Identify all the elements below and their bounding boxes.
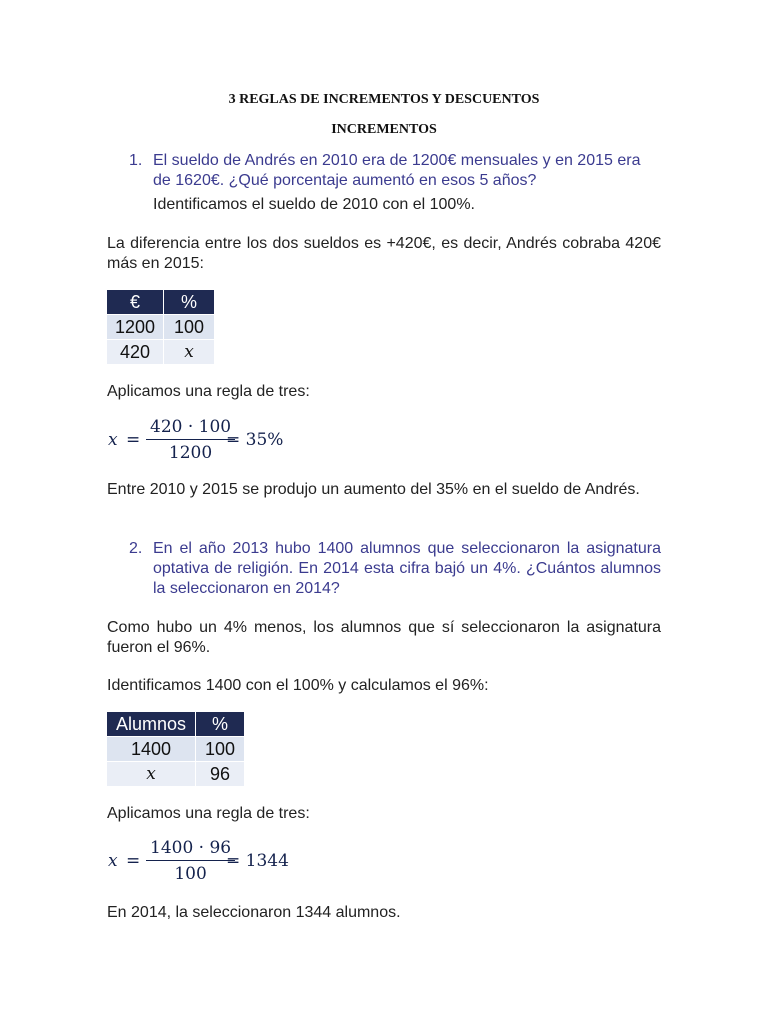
formula-result: = 1344 — [226, 851, 289, 871]
table-cell: 1400 — [107, 737, 196, 762]
problem-1-ratio-table — [106, 289, 215, 365]
problem-2-formula — [108, 836, 308, 888]
problem-1-note: Identificamos el sueldo de 2010 con el 100%. — [153, 196, 475, 213]
table-row — [107, 737, 245, 762]
formula-numerator: 420 · 100 — [150, 417, 232, 437]
table-header-cell: Alumnos — [107, 712, 196, 737]
problem-1-rule-text: Aplicamos una regla de tres: — [107, 383, 310, 400]
document-title: 3 REGLAS DE INCREMENTOS Y DESCUENTOS — [228, 92, 540, 107]
formula-equals: = — [126, 851, 141, 871]
table-cell: x — [107, 762, 196, 787]
table-header-cell: % — [196, 712, 245, 737]
table-cell: 420 — [107, 340, 164, 365]
table-cell: 1200 — [107, 315, 164, 340]
problem-2-explanation: Como hubo un 4% menos, los alumnos que sí seleccionaron la asignatura fueron el 96%. — [107, 619, 661, 656]
formula-result: = 35% — [226, 430, 284, 450]
table-cell: 96 — [196, 762, 245, 787]
table-row — [107, 762, 245, 787]
formula-fraction — [146, 836, 235, 887]
section-heading: INCREMENTOS — [331, 122, 437, 137]
problem-2-conclusion: En 2014, la seleccionaron 1344 alumnos. — [107, 904, 401, 921]
table-header-cell: % — [164, 290, 215, 315]
problem-2-rule-text: Aplicamos una regla de tres: — [107, 805, 310, 822]
formula-equals: = — [126, 430, 141, 450]
table-cell: 100 — [196, 737, 245, 762]
table-row — [107, 315, 215, 340]
problem-2-question: En el año 2013 hubo 1400 alumnos que seleccionaron la asignatura optativa de religión. En 2014 esta cifra bajó un 4%. ¿Cuántos alumnos la seleccionaron en 2014? — [153, 540, 661, 597]
formula-variable: x — [108, 430, 118, 450]
problem-1-formula — [108, 415, 308, 467]
problem-1-conclusion: Entre 2010 y 2015 se produjo un aumento del 35% en el sueldo de Andrés. — [107, 481, 640, 498]
problem-1-difference-text: La diferencia entre los dos sueldos es +420€, es decir, Andrés cobraba 420€ más en 2015: — [107, 235, 661, 272]
table-header-row — [107, 712, 245, 737]
formula-variable: x — [108, 851, 118, 871]
formula-numerator: 1400 · 96 — [150, 838, 232, 858]
problem-1-number: 1. — [129, 152, 143, 169]
table-header-row — [107, 290, 215, 315]
table-cell: 100 — [164, 315, 215, 340]
table-header-cell: € — [107, 290, 164, 315]
table-cell: x — [164, 340, 215, 365]
table-row — [107, 340, 215, 365]
problem-2-number: 2. — [129, 540, 143, 557]
formula-denominator: 1200 — [168, 443, 213, 463]
formula-denominator: 100 — [174, 864, 207, 884]
problem-2-ratio-table — [106, 711, 245, 787]
problem-2-identify-text: Identificamos 1400 con el 100% y calculamos el 96%: — [107, 677, 489, 694]
problem-1-question: El sueldo de Andrés en 2010 era de 1200€ mensuales y en 2015 era de 1620€. ¿Qué porcentaje aumentó en esos 5 años? — [153, 152, 641, 189]
formula-fraction — [146, 415, 235, 466]
